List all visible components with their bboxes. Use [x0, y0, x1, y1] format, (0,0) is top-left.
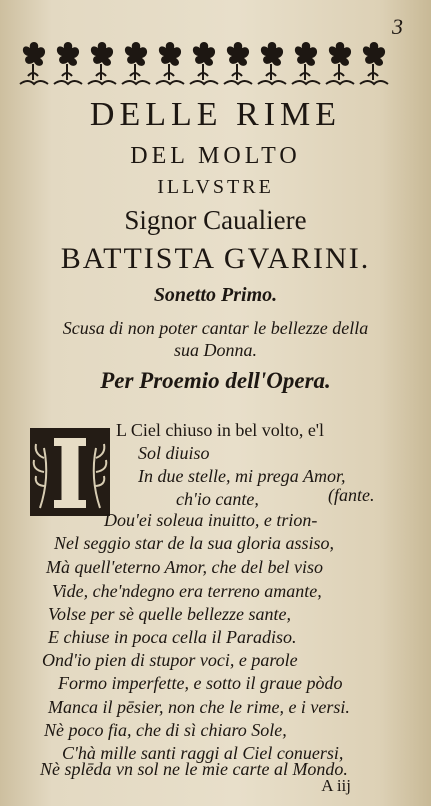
poem-line: Manca il pēsier, non che le rime, e i versi. [48, 697, 350, 717]
argument-line-2: sua Donna. [173, 340, 257, 360]
poem-line: Nel seggio star de la sua gloria assiso, [54, 533, 335, 553]
poem-line: Dou'ei soleua inuitto, e trion- [104, 510, 318, 530]
poem-line: Vide, che'ndegno era terreno amante, [52, 581, 322, 601]
flower-ornament-icon [20, 42, 48, 84]
poem-line: In due stelle, mi prega Amor, [138, 466, 346, 486]
poem-line: Nè splēda vn sol ne le mie carte al Mondo. [40, 759, 348, 779]
proemio-heading: Per Proemio dell'Opera. [100, 368, 331, 393]
author-name: BATTISTA GVARINI. [60, 242, 371, 275]
poem-line: Sol diuiso [138, 443, 210, 463]
title-line-3: ILLVSTRE [157, 176, 274, 198]
decorated-initial-icon [30, 428, 110, 516]
title-line-4: Signor Caualiere [124, 205, 307, 235]
sonnet-heading: Sonetto Primo. [153, 284, 278, 306]
floral-ornament-band [18, 40, 398, 90]
title-line-1: DELLE RIME [89, 96, 342, 133]
folio-number: 3 [392, 14, 403, 39]
poem-line: Ond'io pien di stupor voci, e parole [42, 650, 298, 670]
poem-line: E chiuse in poca cella il Paradiso. [48, 627, 297, 647]
poem-line: Mà quell'eterno Amor, che del bel viso [46, 557, 323, 577]
poem-line: Volse per sè quelle bellezze sante, [48, 604, 291, 624]
signature-mark: A iij [321, 776, 351, 795]
poem-line: Formo imperfette, e sotto il graue pòdo [58, 673, 343, 693]
argument-line-1: Scusa di non poter cantar le bellezze della [62, 318, 369, 338]
poem-line: Nè poco fia, che di sì chiaro Sole, [44, 720, 287, 740]
poem-line: ch'io cante, [176, 489, 259, 509]
title-line-2: DEL MOLTO [130, 143, 301, 169]
poem-line: L Ciel chiuso in bel volto, e'l [116, 420, 325, 440]
poem-line: (fante. [328, 485, 375, 505]
poem-line: C'hà mille santi raggi al Ciel conuersi, [62, 743, 344, 763]
